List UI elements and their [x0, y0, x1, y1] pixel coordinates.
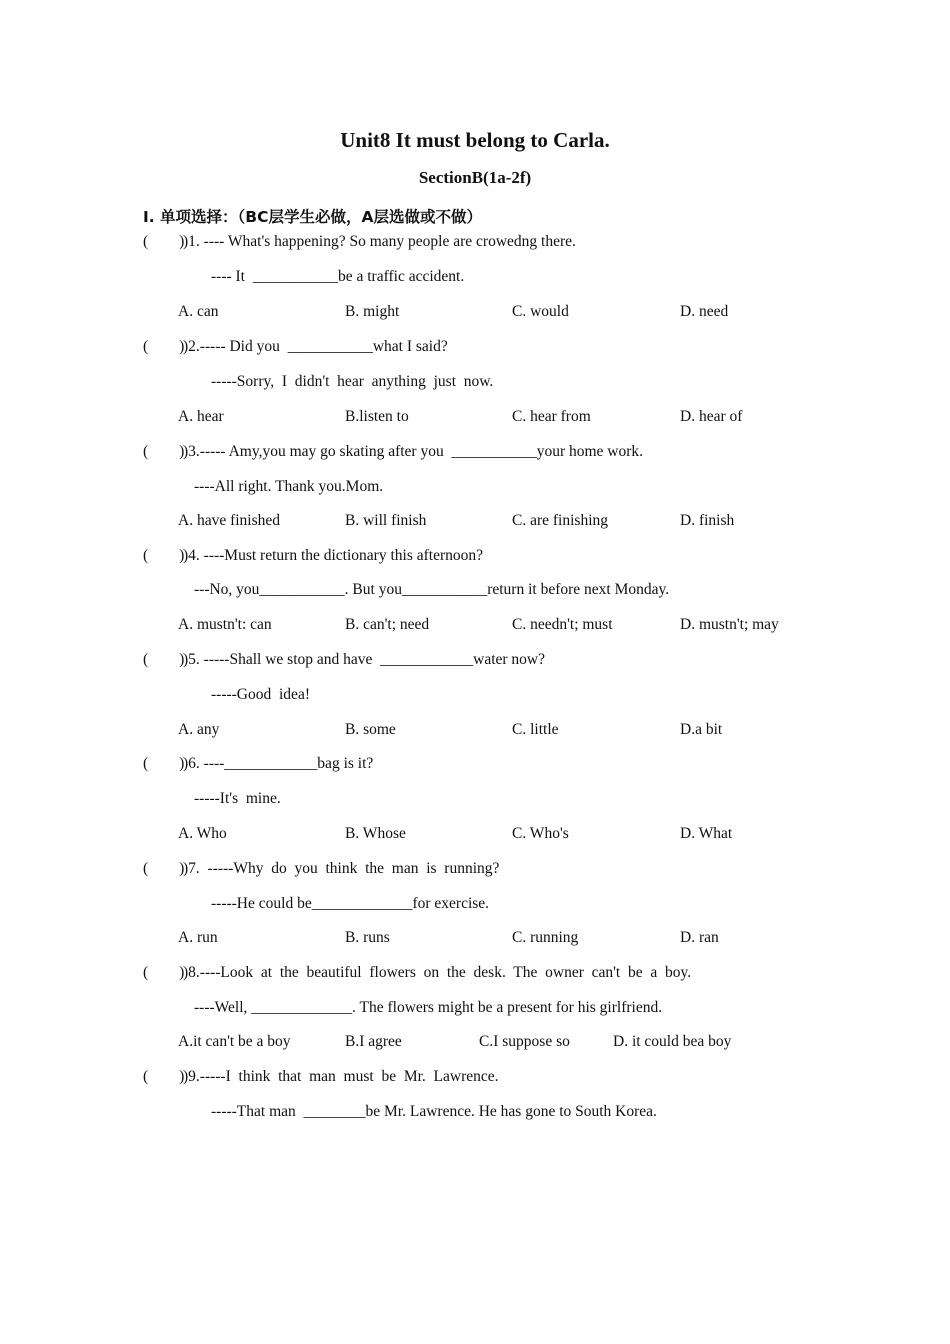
question-7-answer-line: -----He could be_____________for exercise. — [211, 895, 490, 912]
question-4-option-a: A. mustn't: can — [178, 616, 272, 633]
question-1-text: )1. ---- What's happening? So many people are crowedng there. — [183, 233, 576, 250]
question-8-option-d: D. it could bea boy — [613, 1033, 732, 1050]
question-5-option-c: C. little — [512, 721, 559, 738]
question-7-option-c: C. running — [512, 929, 579, 946]
question-3-option-d: D. finish — [680, 512, 735, 529]
answer-bracket: ( ) — [143, 651, 185, 668]
question-2-option-c: C. hear from — [512, 408, 591, 425]
question-9-text: )9.-----I think that man must be Mr. Lawrence. — [183, 1068, 499, 1085]
question-1-option-d: D. need — [680, 303, 729, 320]
question-2-answer-line: -----Sorry, I didn't hear anything just now. — [211, 373, 494, 390]
question-6-option-d: D. What — [680, 825, 733, 842]
section-heading: I. 单项选择：（BC层学生必做，A层选做或不做） — [143, 208, 482, 226]
answer-bracket: ( ) — [143, 338, 185, 355]
answer-bracket: ( ) — [143, 860, 185, 877]
question-5-option-b: B. some — [345, 721, 396, 738]
page-title: Unit8 It must belong to Carla. — [340, 128, 610, 152]
question-6-text: )6. ----____________bag is it? — [183, 755, 374, 772]
question-1-option-c: C. would — [512, 303, 569, 320]
question-7-option-d: D. ran — [680, 929, 719, 946]
question-4-option-b: B. can't; need — [345, 616, 430, 633]
question-4-option-c: C. needn't; must — [512, 616, 613, 633]
answer-bracket: ( ) — [143, 1068, 185, 1085]
question-1-option-a: A. can — [178, 303, 219, 320]
question-8-text: )8.----Look at the beautiful flowers on the desk. The owner can't be a boy. — [183, 964, 692, 981]
answer-bracket: ( ) — [143, 233, 185, 250]
question-5-option-a: A. any — [178, 721, 220, 738]
question-7-text: )7. -----Why do you think the man is running? — [183, 860, 500, 877]
question-3-option-b: B. will finish — [345, 512, 427, 529]
question-4-option-d: D. mustn't; may — [680, 616, 779, 633]
answer-bracket: ( ) — [143, 964, 185, 981]
question-1-option-b: B. might — [345, 303, 400, 320]
question-7-option-a: A. run — [178, 929, 218, 946]
question-4-answer-line: ---No, you___________. But you___________return it before next Monday. — [194, 581, 670, 598]
question-7-option-b: B. runs — [345, 929, 390, 946]
question-8-option-a: A.it can't be a boy — [178, 1033, 291, 1050]
question-3-text: )3.----- Amy,you may go skating after you ___________your home work. — [183, 443, 644, 460]
question-5-text: )5. -----Shall we stop and have ____________water now? — [183, 651, 546, 668]
question-6-answer-line: -----It's mine. — [194, 790, 281, 807]
question-3-option-c: C. are finishing — [512, 512, 608, 529]
question-3-option-a: A. have finished — [178, 512, 281, 529]
question-5-option-d: D.a bit — [680, 721, 723, 738]
question-4-text: )4. ----Must return the dictionary this afternoon? — [183, 547, 484, 564]
question-6-option-b: B. Whose — [345, 825, 406, 842]
question-1-answer-line: ---- It ___________be a traffic accident. — [211, 268, 465, 285]
question-8-option-c: C.I suppose so — [479, 1033, 570, 1050]
answer-bracket: ( ) — [143, 755, 185, 772]
question-8-answer-line: ----Well, _____________. The flowers might be a present for his girlfriend. — [194, 999, 663, 1016]
question-8-option-b: B.I agree — [345, 1033, 402, 1050]
question-2-option-d: D. hear of — [680, 408, 743, 425]
question-6-option-a: A. Who — [178, 825, 227, 842]
question-2-text: )2.----- Did you ___________what I said? — [183, 338, 448, 355]
answer-bracket: ( ) — [143, 547, 185, 564]
question-3-answer-line: ----All right. Thank you.Mom. — [194, 478, 384, 495]
question-5-answer-line: -----Good idea! — [211, 686, 310, 703]
page-subtitle: SectionB(1a-2f) — [418, 168, 532, 187]
question-6-option-c: C. Who's — [512, 825, 569, 842]
question-2-option-b: B.listen to — [345, 408, 409, 425]
question-2-option-a: A. hear — [178, 408, 224, 425]
question-9-answer-line: -----That man ________be Mr. Lawrence. He has gone to South Korea. — [211, 1103, 657, 1120]
answer-bracket: ( ) — [143, 443, 185, 460]
